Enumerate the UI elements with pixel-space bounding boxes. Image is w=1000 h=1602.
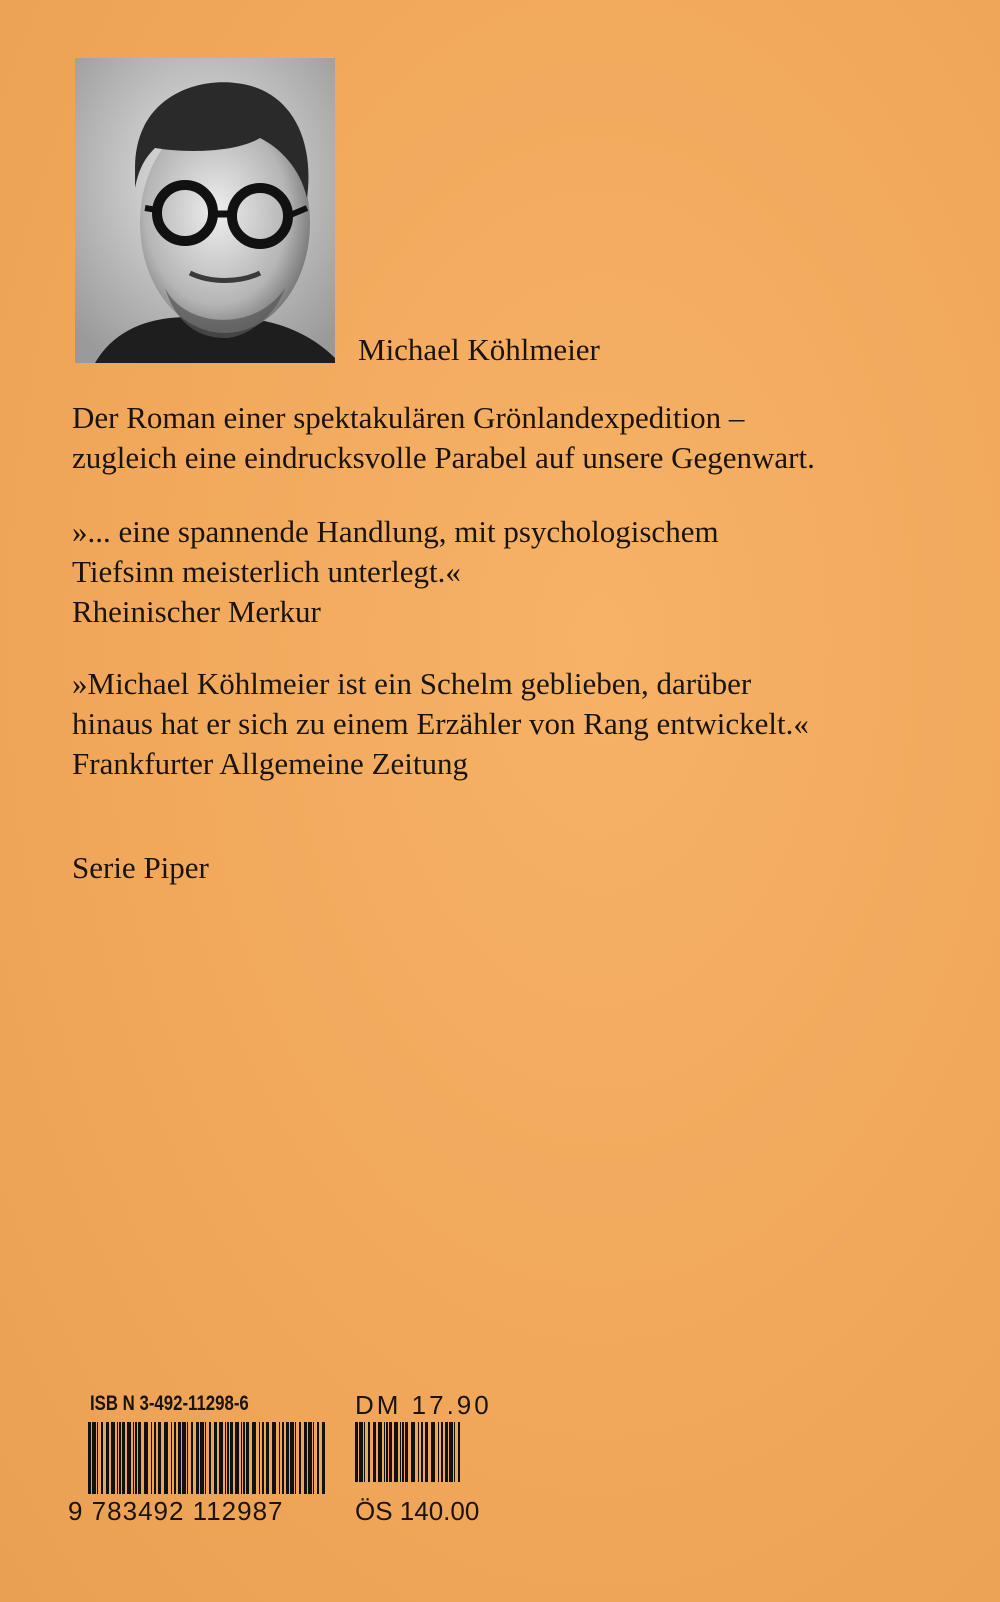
ean-bar bbox=[151, 1422, 152, 1494]
price-bar bbox=[368, 1422, 370, 1482]
ean-bar bbox=[219, 1422, 223, 1494]
price-bar bbox=[411, 1422, 415, 1482]
ean-bar bbox=[205, 1422, 206, 1494]
price-bar bbox=[405, 1422, 408, 1482]
price-bar bbox=[378, 1422, 382, 1482]
ean-bar bbox=[295, 1422, 296, 1494]
price-dm: DM 17.90 bbox=[355, 1390, 492, 1420]
ean-bar bbox=[154, 1422, 156, 1494]
ean-bar bbox=[262, 1422, 264, 1494]
ean-bar bbox=[138, 1422, 141, 1494]
price-bar bbox=[431, 1422, 435, 1482]
ean-bar bbox=[187, 1422, 188, 1494]
ean-bar bbox=[317, 1422, 319, 1494]
ean-bar bbox=[246, 1422, 249, 1494]
quote1-line-1: »... eine spannende Handlung, mit psychologischem bbox=[72, 514, 719, 549]
ean-bar bbox=[97, 1422, 98, 1494]
ean-bar bbox=[196, 1422, 199, 1494]
price-bar bbox=[438, 1422, 439, 1482]
isbn-label: ISB N 3-492-11298-6 bbox=[90, 1392, 249, 1415]
ean-bar bbox=[266, 1422, 269, 1494]
ean-bar bbox=[243, 1422, 245, 1494]
ean-bar bbox=[322, 1422, 325, 1494]
ean-bar bbox=[214, 1422, 217, 1494]
price-bar bbox=[441, 1422, 443, 1482]
ean-bar bbox=[308, 1422, 312, 1494]
price-bar bbox=[400, 1422, 401, 1482]
ean-bar bbox=[200, 1422, 204, 1494]
ean-bar bbox=[133, 1422, 134, 1494]
price-bar bbox=[445, 1422, 448, 1482]
price-bar bbox=[449, 1422, 453, 1482]
price-bar bbox=[454, 1422, 455, 1482]
ean-bar bbox=[144, 1422, 148, 1494]
ean-bar bbox=[111, 1422, 115, 1494]
ean-bar bbox=[313, 1422, 314, 1494]
price-bar bbox=[386, 1422, 388, 1482]
price-bar bbox=[458, 1422, 460, 1482]
ean-bar bbox=[117, 1422, 118, 1494]
price-bar bbox=[421, 1422, 423, 1482]
author-photo bbox=[75, 58, 335, 363]
price-bar bbox=[394, 1422, 398, 1482]
ean-bar bbox=[164, 1422, 168, 1494]
quote2-source: Frankfurter Allgemeine Zeitung bbox=[72, 746, 468, 781]
ean-bar bbox=[299, 1422, 301, 1494]
quote1-line-2: Tiefsinn meisterlich unterlegt.« bbox=[72, 554, 461, 589]
price-bar bbox=[425, 1422, 428, 1482]
ean-bar bbox=[191, 1422, 193, 1494]
author-name: Michael Köhlmeier bbox=[358, 332, 600, 367]
ean-bar bbox=[119, 1422, 121, 1494]
ean-bar bbox=[230, 1422, 233, 1494]
ean-bar bbox=[174, 1422, 176, 1494]
price-bar bbox=[384, 1422, 385, 1482]
ean-bar bbox=[106, 1422, 109, 1494]
price-barcode bbox=[355, 1422, 470, 1482]
ean-bar bbox=[290, 1422, 294, 1494]
price-bar bbox=[364, 1422, 365, 1482]
ean-bar bbox=[252, 1422, 256, 1494]
ean-bar bbox=[127, 1422, 131, 1494]
price-os: ÖS 140.00 bbox=[355, 1496, 480, 1526]
price-bar bbox=[373, 1422, 376, 1482]
ean-bar bbox=[279, 1422, 280, 1494]
ean-bar bbox=[272, 1422, 276, 1494]
ean-bar bbox=[235, 1422, 239, 1494]
ean-bar bbox=[158, 1422, 161, 1494]
price-bar bbox=[359, 1422, 363, 1482]
ean-bar bbox=[178, 1422, 181, 1494]
quote1-source: Rheinischer Merkur bbox=[72, 594, 321, 629]
ean-bar bbox=[227, 1422, 229, 1494]
quote2-line-2: hinaus hat er sich zu einem Erzähler von Rang entwickelt.« bbox=[72, 706, 809, 741]
ean-bar bbox=[286, 1422, 289, 1494]
ean-bar bbox=[92, 1422, 96, 1494]
ean-bar bbox=[171, 1422, 172, 1494]
ean-bar bbox=[101, 1422, 103, 1494]
price-bar bbox=[355, 1422, 358, 1482]
blurb-line-1: Der Roman einer spektakulären Grönlandexpedition – bbox=[72, 400, 745, 435]
ean-bar bbox=[259, 1422, 260, 1494]
price-bar bbox=[402, 1422, 404, 1482]
price-bar bbox=[389, 1422, 392, 1482]
ean-bar bbox=[225, 1422, 226, 1494]
ean-bar bbox=[135, 1422, 137, 1494]
ean-digits: 9 783492 112987 bbox=[68, 1496, 284, 1526]
ean-bar bbox=[241, 1422, 242, 1494]
ean-bar bbox=[88, 1422, 91, 1494]
ean-bar bbox=[182, 1422, 186, 1494]
quote2-line-1: »Michael Köhlmeier ist ein Schelm geblieben, darüber bbox=[72, 666, 752, 701]
series-name: Serie Piper bbox=[72, 850, 209, 885]
price-bar bbox=[418, 1422, 419, 1482]
ean-bar bbox=[209, 1422, 211, 1494]
ean-bar bbox=[122, 1422, 125, 1494]
ean-barcode bbox=[88, 1422, 333, 1494]
ean-bar bbox=[282, 1422, 284, 1494]
blurb-line-2: zugleich eine eindrucksvolle Parabel auf unsere Gegenwart. bbox=[72, 440, 815, 475]
ean-bar bbox=[304, 1422, 307, 1494]
